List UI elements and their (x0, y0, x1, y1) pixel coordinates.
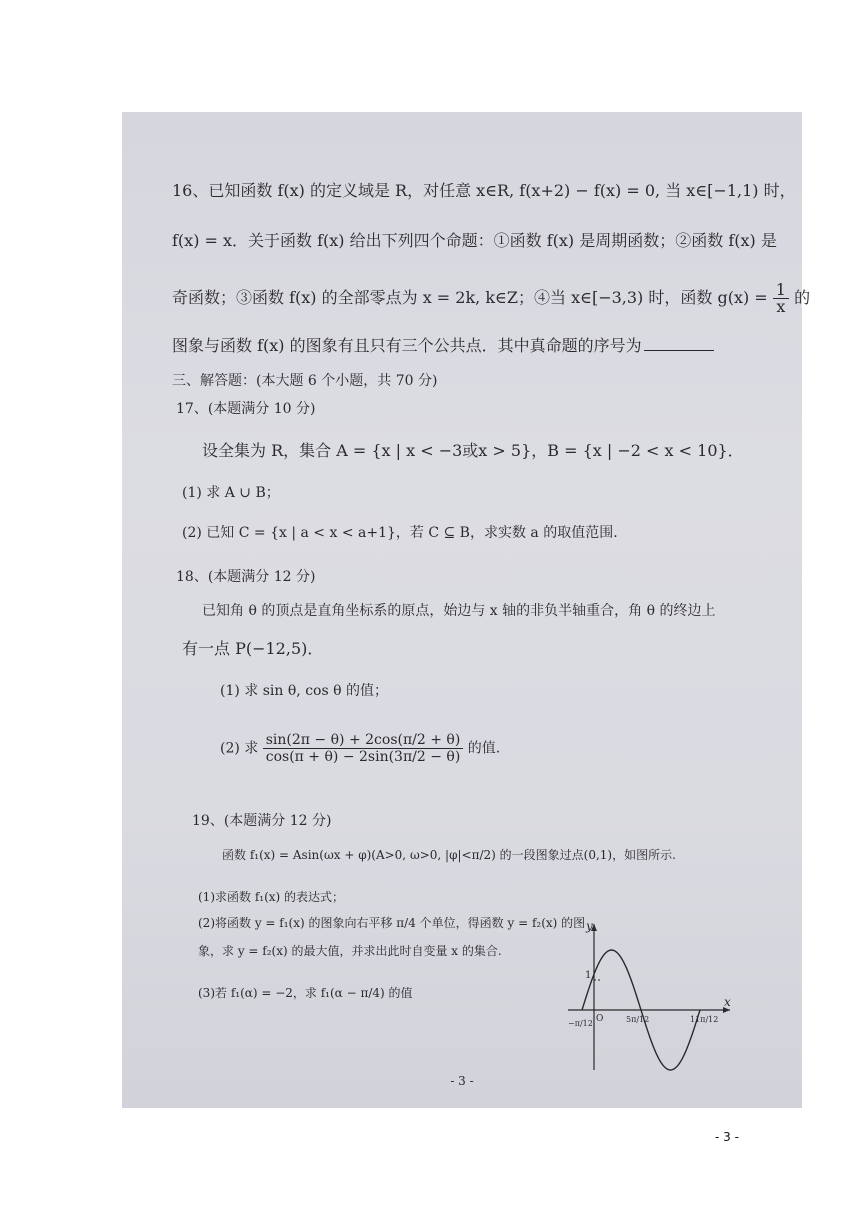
sine-graph (566, 918, 736, 1078)
answer-blank (644, 336, 714, 351)
x-axis-label: x (724, 995, 731, 1009)
inner-page-number: - 3 - (450, 1074, 474, 1088)
q18-part2 (220, 732, 500, 765)
q16-line3 (172, 282, 810, 315)
q18-part2-suffix: 的值. (467, 740, 501, 757)
q18-part1: (1) 求 sin θ, cos θ 的值； (220, 683, 388, 699)
q18-stem2: 有一点 P(−12,5)． (182, 639, 324, 658)
outer-page-number: - 3 - (715, 1130, 739, 1144)
x-tick-5: 5π/12 (626, 1015, 650, 1024)
q19-header: 19、(本题满分 12 分) (192, 813, 332, 829)
q16-line3-text: 奇函数；③函数 f(x) 的全部零点为 x = 2k, k∈Z；④当 x∈[−3,3) 时，函数 g(x) = (172, 288, 768, 307)
q16-line4 (172, 336, 714, 355)
q18-part2-prefix: (2) 求 (220, 740, 259, 757)
q19-part2b: 象，求 y = f₂(x) 的最大值，并求出此时自变量 x 的集合. (198, 944, 502, 958)
y-tick-1: 1 (585, 970, 592, 981)
q19-part1: (1)求函数 f₁(x) 的表达式； (198, 890, 345, 904)
q18-fraction-num: sin(2π − θ) + 2cos(π/2 + θ) (263, 732, 464, 749)
q17-stem: 设全集为 R，集合 A = {x | x < −3或x > 5}，B = {x | −2 < x < 10}． (202, 441, 744, 460)
q18-fraction (263, 732, 464, 765)
q16-line1: 16、已知函数 f(x) 的定义域是 R，对任意 x∈R, f(x+2) − f(x) = 0, 当 x∈[−1,1) 时， (172, 181, 796, 200)
q18-fraction-den: cos(π + θ) − 2sin(3π/2 − θ) (265, 749, 461, 765)
section3-heading: 三、解答题：(本大题 6 个小题，共 70 分) (172, 373, 438, 389)
q19-stem: 函数 f₁(x) = Asin(ωx + φ)(A>0, ω>0, |φ|<π/2) 的一段图象过点(0,1)，如图所示. (222, 848, 676, 862)
q17-part2: (2) 已知 C = {x | a < x < a+1}，若 C ⊆ B，求实数 a 的取值范围. (182, 525, 618, 541)
x-tick-11: 11π/12 (690, 1015, 719, 1024)
q18-stem1: 已知角 θ 的顶点是直角坐标系的原点，始边与 x 轴的非负半轴重合，角 θ 的终边上 (202, 603, 716, 619)
q16-line3-end: 的 (794, 288, 811, 307)
q16-fraction (773, 282, 789, 315)
q16-fraction-den: x (776, 297, 786, 316)
q17-part1: (1) 求 A ∪ B； (182, 485, 280, 501)
origin-label: O (596, 1014, 604, 1024)
q16-line2: f(x) = x．关于函数 f(x) 给出下列四个命题：①函数 f(x) 是周期函数；②函数 f(x) 是 (172, 231, 777, 250)
q19-part3: (3)若 f₁(α) = −2，求 f₁(α − π/4) 的值 (198, 986, 413, 1000)
scanned-exam-photo (122, 112, 811, 1108)
q17-header: 17、(本题满分 10 分) (176, 401, 316, 417)
q16-line4-text: 图象与函数 f(x) 的图象有且只有三个公共点．其中真命题的序号为 (172, 336, 642, 355)
x-tick-neg: −π/12 (568, 1019, 593, 1028)
q18-header: 18、(本题满分 12 分) (176, 569, 316, 585)
q19-part2a: (2)将函数 y = f₁(x) 的图象向右平移 π/4 个单位，得函数 y = f₂(x) 的图 (198, 916, 586, 930)
y-axis-label: y (586, 919, 593, 933)
q16-fraction-num: 1 (773, 282, 789, 299)
